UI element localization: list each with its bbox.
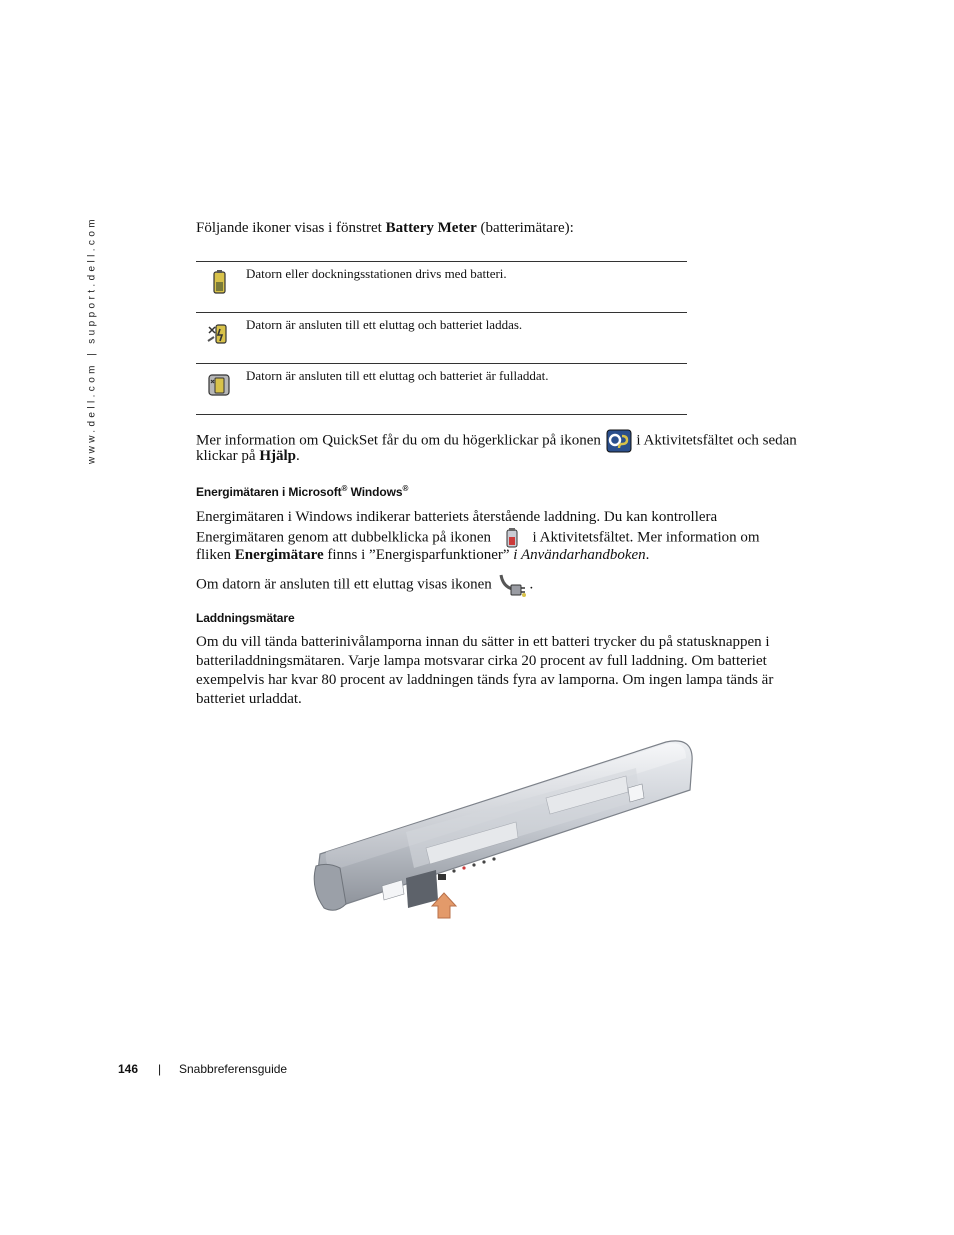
page-footer bbox=[118, 1062, 288, 1076]
table-row-text: Datorn är ansluten till ett eluttag och batteriet är fulladdat. bbox=[246, 368, 549, 383]
energy-line2-text-end: i Aktivitetsfältet. Mer information om bbox=[532, 529, 760, 546]
section-heading-energy-meter bbox=[196, 484, 408, 499]
energy-meter-tab-term: Energimätare bbox=[234, 547, 324, 563]
energy-line3-end: . bbox=[645, 547, 650, 563]
table-row-text: Datorn eller dockningsstationen drivs med batteri. bbox=[246, 266, 507, 281]
table-row-text: Datorn är ansluten till ett eluttag och batteriet laddas. bbox=[246, 317, 523, 332]
charging-plug-icon bbox=[206, 319, 232, 347]
energy-line2-text: Energimätaren genom att dubbelklicka på ikonen bbox=[196, 529, 492, 546]
energy-paragraph-line3 bbox=[196, 546, 649, 565]
energy-line4-end: . bbox=[529, 576, 534, 593]
energy-line3-text-b: finns i ”Energisparfunktioner” bbox=[323, 547, 514, 563]
battery-icon bbox=[206, 268, 232, 296]
intro-text: Följande ikoner visas i fönstret bbox=[196, 220, 386, 236]
charge-paragraph-line: batteriet urladdat. bbox=[196, 691, 302, 707]
footer-separator: | bbox=[158, 1062, 162, 1076]
heading-text-windows: Windows bbox=[347, 485, 403, 499]
battery-meter-term: Battery Meter bbox=[385, 220, 477, 236]
quickset-paragraph-line2 bbox=[196, 447, 300, 466]
energy-paragraph-line1: Energimätaren i Windows indikerar batteriets återstående laddning. Du kan kontrollera bbox=[196, 509, 718, 525]
sidebar-url bbox=[84, 215, 100, 465]
table-row bbox=[196, 261, 687, 312]
charge-paragraph-line: exempelvis har kvar 80 procent av laddningen tänds fyra av lamporna. Om ingen lampa tänds är bbox=[196, 672, 774, 688]
section-heading-charge-gauge: Laddningsmätare bbox=[196, 611, 295, 625]
registered-mark: ® bbox=[402, 484, 409, 493]
registered-mark: ® bbox=[341, 484, 348, 493]
energy-line4-text: Om datorn är ansluten till ett eluttag visas ikonen bbox=[196, 576, 492, 593]
icon-table bbox=[196, 261, 687, 415]
table-row bbox=[196, 363, 687, 415]
sidebar-url-text: www.dell.com | support.dell.com bbox=[86, 215, 98, 465]
guide-title: Snabbreferensguide bbox=[179, 1062, 288, 1076]
quickset-text-end: i Aktivitetsfältet och sedan bbox=[632, 432, 797, 449]
quickset-line2-end: . bbox=[296, 448, 300, 464]
table-row bbox=[196, 312, 687, 363]
help-term: Hjälp bbox=[259, 448, 296, 464]
intro-paragraph bbox=[196, 219, 574, 238]
charged-plug-icon bbox=[206, 370, 232, 398]
quickset-text: Mer information om QuickSet får du om du högerklickar på ikonen bbox=[196, 432, 601, 449]
energy-line3-text: fliken bbox=[196, 547, 235, 563]
ac-power-plug-icon bbox=[497, 571, 529, 599]
heading-text: Energimätaren i Microsoft bbox=[196, 485, 342, 499]
charge-paragraph-line: Om du vill tända batterinivålamporna innan du sätter in ett batteri trycker du på statusknappen i bbox=[196, 634, 770, 650]
charge-paragraph-line: batteriladdningsmätaren. Varje lampa motsvarar cirka 20 procent av full laddning. Om batteriet bbox=[196, 653, 767, 669]
intro-text-end: (batterimätare): bbox=[476, 220, 574, 236]
quickset-icon bbox=[606, 428, 632, 454]
energy-paragraph-line4 bbox=[196, 571, 533, 599]
quickset-line2-text: klickar på bbox=[196, 448, 260, 464]
page-number: 146 bbox=[118, 1062, 139, 1076]
battery-illustration bbox=[306, 728, 702, 928]
users-guide-reference: i Användarhandboken bbox=[513, 547, 646, 563]
